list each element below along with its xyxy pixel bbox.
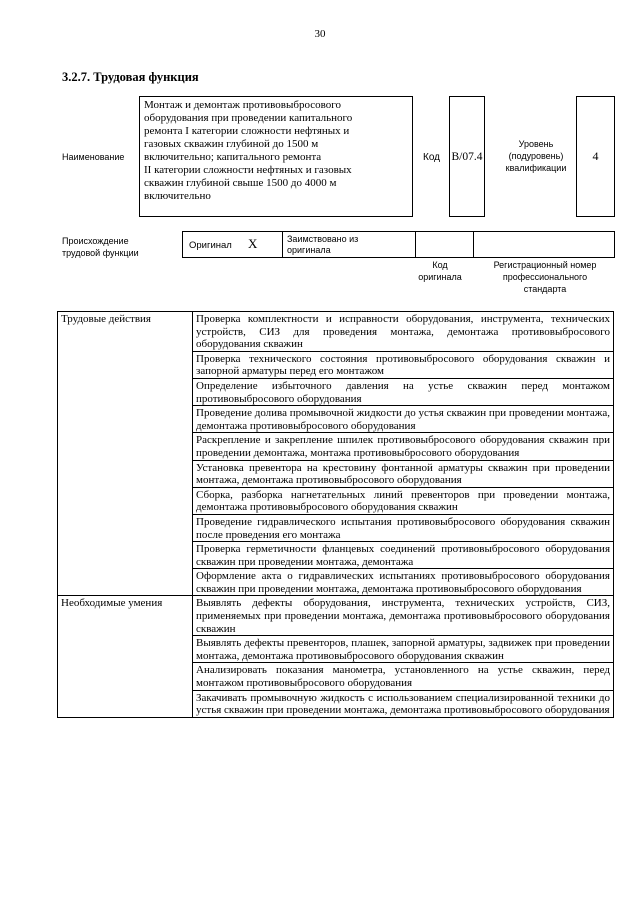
section-title-labor-actions: Трудовые действия [58, 312, 193, 596]
origin-label: Происхождение трудовой функции [62, 236, 139, 258]
list-item: Раскрепление и закрепление шпилек противовыбросового оборудования скважин при проведении демонтажа, монтажа противовыбросового оборудования [193, 433, 614, 460]
code-value-box: В/07.4 [449, 96, 485, 217]
list-item: Анализировать показания манометра, установленного на устье скважин, перед монтажом противовыбросового оборудования [193, 663, 614, 690]
list-item: Сборка, разборка нагнетательных линий превенторов при проведении монтажа, демонтажа противовыбросового оборудования скважин [193, 487, 614, 514]
section-title: 3.2.7. Трудовая функция [62, 70, 199, 84]
origin-divider-2 [415, 232, 416, 257]
code-label: Код [423, 152, 441, 163]
list-item: Проведение гидравлического испытания противовыбросового оборудования скважин после проведения его монтажа [193, 514, 614, 541]
labor-function-table [57, 311, 614, 718]
level-value-box: 4 [576, 96, 615, 217]
list-item: Проверка герметичности фланцевых соединений противовыбросового оборудования скважин при проведении монтажа, демонтажа [193, 542, 614, 569]
code-original-caption: Код оригинала [418, 260, 462, 282]
name-label: Наименование [62, 152, 125, 162]
list-item: Проверка комплектности и исправности оборудования, инструмента, технических устройств, СИЗ для проведения монтажа, демонтажа противовыбросового оборудования скважин [193, 312, 614, 352]
list-item: Оформление акта о гидравлических испытаниях противовыбросового оборудования скважин при проведении монтажа, демонтажа противовыбросового оборудования [193, 569, 614, 596]
function-name-box: Монтаж и демонтаж противовыбросового оборудования при проведении капитального ремонта I категории сложности нефтяных и газовых скважин глубиной до 1500 м включительно; капитального ремонта II категории сложности нефтяных и газовых скважин глубиной свыше 1500 до 4000 м включительно [139, 96, 413, 217]
list-item: Проведение долива промывочной жидкости до устья скважин при проведении монтажа, демонтажа противовыбросового оборудования [193, 406, 614, 433]
table-row [58, 312, 614, 352]
section-title-required-skills: Необходимые умения [58, 596, 193, 717]
list-item: Выявлять дефекты оборудования, инструмента, технических устройств, СИЗ, применяемых при проведении монтажа, демонтажа противовыбросового оборудования скважин [193, 596, 614, 636]
origin-row [182, 231, 615, 258]
level-label: Уровень (подуровень) квалификации [505, 139, 567, 173]
origin-divider-1 [282, 232, 283, 257]
list-item: Закачивать промывочную жидкость с использованием специализированной техники до устья скважин при проведении монтажа, демонтажа противовыбросового оборудования [193, 690, 614, 717]
original-label: Оригинал [189, 240, 232, 251]
borrowed-label: Заимствовано из оригинала [287, 234, 359, 255]
list-item: Выявлять дефекты превенторов, плашек, запорной арматуры, задвижек при проведении монтажа, демонтажа противовыбросового оборудования скважин [193, 636, 614, 663]
reg-number-caption: Регистрационный номер профессионального стандарта [493, 260, 597, 294]
page-number: 30 [314, 28, 326, 40]
list-item: Определение избыточного давления на устье скважин перед монтажом противовыбросового оборудования [193, 378, 614, 405]
table-row [58, 596, 614, 636]
list-item: Проверка технического состояния противовыбросового оборудования скважин и запорной арматуры перед его монтажом [193, 351, 614, 378]
origin-divider-3 [473, 232, 474, 257]
original-mark: X [248, 236, 258, 251]
list-item: Установка превентора на крестовину фонтанной арматуры скважин при проведении монтажа, демонтажа противовыбросового оборудования [193, 460, 614, 487]
